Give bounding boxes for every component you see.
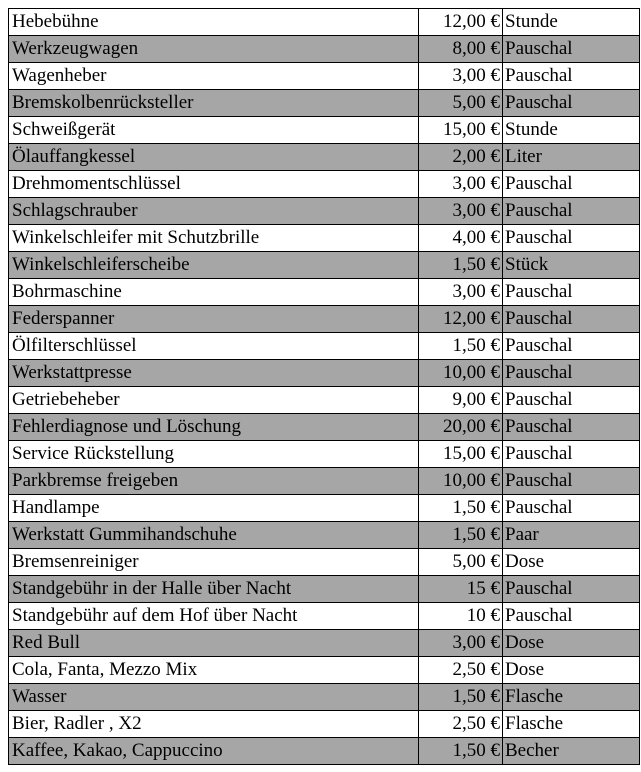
item-name-cell: Wasser (9, 684, 419, 711)
item-name-cell: Winkelschleiferscheibe (9, 252, 419, 279)
price-cell: 15 € (419, 576, 503, 603)
price-cell: 1,50 € (419, 495, 503, 522)
item-name-cell: Werkstatt Gummihandschuhe (9, 522, 419, 549)
table-row (9, 603, 640, 630)
item-name-cell: Hebebühne (9, 9, 419, 36)
price-list-table (8, 8, 640, 765)
price-cell: 2,50 € (419, 657, 503, 684)
table-row (9, 711, 640, 738)
unit-cell: Pauschal (503, 468, 640, 495)
table-row (9, 549, 640, 576)
price-cell: 2,00 € (419, 144, 503, 171)
item-name-cell: Bremskolbenrücksteller (9, 90, 419, 117)
unit-cell: Flasche (503, 684, 640, 711)
item-name-cell: Handlampe (9, 495, 419, 522)
price-cell: 5,00 € (419, 90, 503, 117)
item-name-cell: Parkbremse freigeben (9, 468, 419, 495)
item-name-cell: Werkstattpresse (9, 360, 419, 387)
table-row (9, 63, 640, 90)
table-row (9, 630, 640, 657)
table-row (9, 306, 640, 333)
table-row (9, 414, 640, 441)
item-name-cell: Kaffee, Kakao, Cappuccino (9, 738, 419, 765)
price-cell: 4,00 € (419, 225, 503, 252)
unit-cell: Pauschal (503, 441, 640, 468)
item-name-cell: Getriebeheber (9, 387, 419, 414)
table-row (9, 684, 640, 711)
table-row (9, 9, 640, 36)
table-row (9, 252, 640, 279)
unit-cell: Pauschal (503, 279, 640, 306)
price-cell: 10 € (419, 603, 503, 630)
item-name-cell: Service Rückstellung (9, 441, 419, 468)
price-cell: 3,00 € (419, 63, 503, 90)
price-cell: 1,50 € (419, 252, 503, 279)
item-name-cell: Standgebühr in der Halle über Nacht (9, 576, 419, 603)
unit-cell: Pauschal (503, 414, 640, 441)
item-name-cell: Standgebühr auf dem Hof über Nacht (9, 603, 419, 630)
unit-cell: Pauschal (503, 360, 640, 387)
table-row (9, 117, 640, 144)
unit-cell: Pauschal (503, 198, 640, 225)
price-cell: 1,50 € (419, 684, 503, 711)
unit-cell: Stunde (503, 9, 640, 36)
item-name-cell: Ölauffangkessel (9, 144, 419, 171)
item-name-cell: Bier, Radler , X2 (9, 711, 419, 738)
table-row (9, 333, 640, 360)
table-row (9, 495, 640, 522)
unit-cell: Dose (503, 549, 640, 576)
table-row (9, 144, 640, 171)
unit-cell: Paar (503, 522, 640, 549)
item-name-cell: Bohrmaschine (9, 279, 419, 306)
price-cell: 3,00 € (419, 630, 503, 657)
price-cell: 5,00 € (419, 549, 503, 576)
item-name-cell: Schlagschrauber (9, 198, 419, 225)
item-name-cell: Federspanner (9, 306, 419, 333)
unit-cell: Pauschal (503, 36, 640, 63)
unit-cell: Pauschal (503, 63, 640, 90)
item-name-cell: Red Bull (9, 630, 419, 657)
unit-cell: Flasche (503, 711, 640, 738)
table-row (9, 279, 640, 306)
item-name-cell: Schweißgerät (9, 117, 419, 144)
table-row (9, 576, 640, 603)
table-row (9, 441, 640, 468)
price-cell: 12,00 € (419, 9, 503, 36)
price-cell: 3,00 € (419, 171, 503, 198)
unit-cell: Pauschal (503, 225, 640, 252)
item-name-cell: Drehmomentschlüssel (9, 171, 419, 198)
price-cell: 2,50 € (419, 711, 503, 738)
unit-cell: Dose (503, 657, 640, 684)
price-cell: 9,00 € (419, 387, 503, 414)
unit-cell: Pauschal (503, 333, 640, 360)
unit-cell: Pauschal (503, 495, 640, 522)
price-cell: 3,00 € (419, 279, 503, 306)
table-row (9, 198, 640, 225)
unit-cell: Pauschal (503, 306, 640, 333)
unit-cell: Dose (503, 630, 640, 657)
unit-cell: Becher (503, 738, 640, 765)
table-row (9, 225, 640, 252)
price-cell: 1,50 € (419, 333, 503, 360)
price-cell: 20,00 € (419, 414, 503, 441)
price-cell: 8,00 € (419, 36, 503, 63)
table-row (9, 90, 640, 117)
price-cell: 1,50 € (419, 738, 503, 765)
price-cell: 1,50 € (419, 522, 503, 549)
unit-cell: Stück (503, 252, 640, 279)
table-row (9, 36, 640, 63)
table-row (9, 171, 640, 198)
table-row (9, 468, 640, 495)
unit-cell: Pauschal (503, 603, 640, 630)
item-name-cell: Wagenheber (9, 63, 419, 90)
table-row (9, 360, 640, 387)
price-cell: 10,00 € (419, 360, 503, 387)
item-name-cell: Cola, Fanta, Mezzo Mix (9, 657, 419, 684)
price-cell: 12,00 € (419, 306, 503, 333)
table-row (9, 738, 640, 765)
unit-cell: Pauschal (503, 576, 640, 603)
item-name-cell: Werkzeugwagen (9, 36, 419, 63)
table-row (9, 387, 640, 414)
unit-cell: Stunde (503, 117, 640, 144)
unit-cell: Pauschal (503, 171, 640, 198)
table-row (9, 657, 640, 684)
price-cell: 10,00 € (419, 468, 503, 495)
unit-cell: Liter (503, 144, 640, 171)
unit-cell: Pauschal (503, 387, 640, 414)
price-cell: 15,00 € (419, 117, 503, 144)
item-name-cell: Bremsenreiniger (9, 549, 419, 576)
price-cell: 15,00 € (419, 441, 503, 468)
item-name-cell: Ölfilterschlüssel (9, 333, 419, 360)
price-list-body (9, 9, 640, 765)
item-name-cell: Fehlerdiagnose und Löschung (9, 414, 419, 441)
price-cell: 3,00 € (419, 198, 503, 225)
table-row (9, 522, 640, 549)
unit-cell: Pauschal (503, 90, 640, 117)
item-name-cell: Winkelschleifer mit Schutzbrille (9, 225, 419, 252)
